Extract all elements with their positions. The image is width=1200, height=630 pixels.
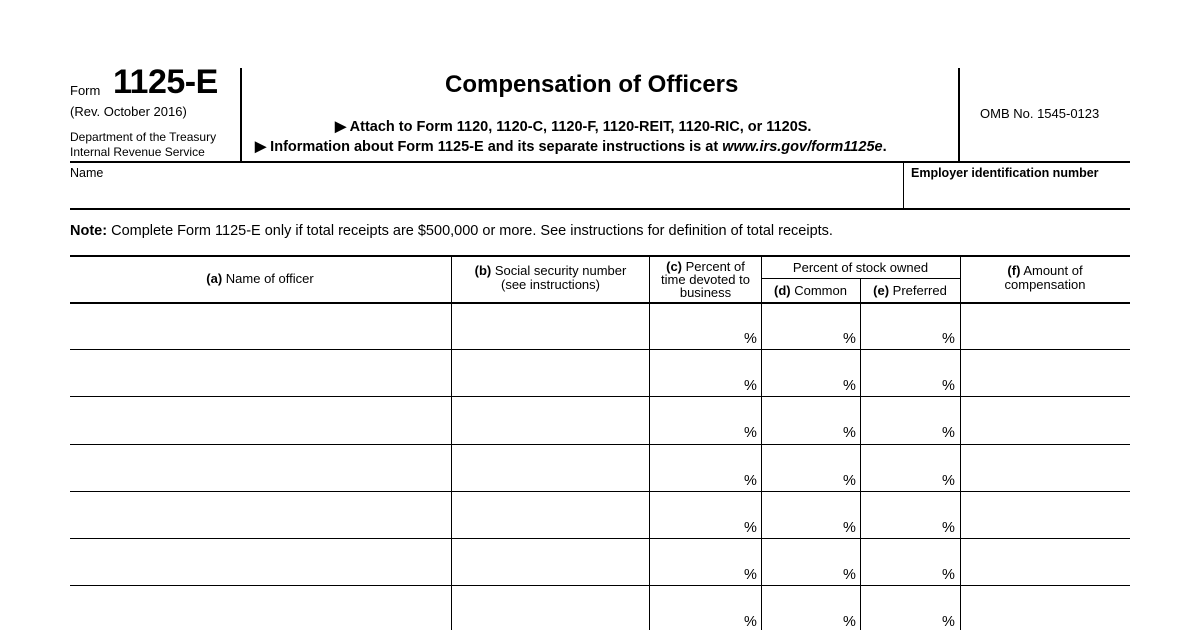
compensation-cell[interactable] [961,352,1130,395]
revision-date: (Rev. October 2016) [70,104,187,119]
officer-name-cell[interactable] [70,352,451,395]
header-left-divider [240,68,242,162]
form-number: 1125-E [113,63,218,101]
table-header-bottom-rule [70,302,1130,304]
row-rule [70,349,1130,350]
department-line-1: Department of the Treasury [70,130,217,144]
percent-sign: % [942,331,955,347]
percent-sign: % [942,472,955,489]
attach-instruction: ▶ Attach to Form 1120, 1120-C, 1120-F, 1120-REIT, 1120-RIC, or 1120S. [335,119,812,135]
column-header-b: (b) Social security number (see instructions) [474,263,627,292]
ssn-cell[interactable] [452,588,649,630]
row-rule [70,444,1130,445]
ssn-cell[interactable] [452,447,649,490]
info-prefix: ▶ Information about Form 1125-E and its separate instructions is at [255,139,723,155]
header-bottom-rule [70,161,1130,163]
officer-name-cell[interactable] [70,541,451,584]
percent-sign: % [843,519,856,536]
form-title: Compensation of Officers [445,71,739,98]
note-text [70,223,833,239]
name-field[interactable] [70,182,900,208]
percent-sign: % [843,331,856,347]
form-label: Form [70,83,101,98]
row-rule [70,396,1130,397]
officer-name-cell[interactable] [70,588,451,630]
info-suffix: . [882,139,887,155]
percent-sign: % [843,425,856,442]
irs-url-link[interactable]: www.irs.gov/form1125e [722,139,883,155]
note-body: Complete Form 1125-E only if total receipts are $500,000 or more. See instructions for definition of total receipts. [107,223,833,239]
compensation-cell[interactable] [961,541,1130,584]
percent-sign: % [942,425,955,442]
percent-sign: % [942,614,955,630]
officer-name-cell[interactable] [70,494,451,537]
percent-sign: % [744,378,757,395]
column-header-d: (d) Common [774,283,847,298]
percent-sign: % [744,567,757,583]
compensation-cell[interactable] [961,305,1130,348]
name-row-bottom-rule [70,208,1130,210]
ein-field[interactable] [906,182,1130,208]
percent-sign: % [942,378,955,395]
stock-owned-group-header: Percent of stock owned [792,260,929,275]
percent-sign: % [843,614,856,630]
percent-sign: % [942,567,955,583]
department-line-2: Internal Revenue Service [70,145,205,159]
table-top-rule [70,255,1130,257]
row-rule [70,538,1130,539]
ein-label: Employer identification number [911,166,1099,180]
percent-sign: % [744,519,757,536]
officer-name-cell[interactable] [70,447,451,490]
percent-sign: % [843,378,856,395]
percent-sign: % [744,425,757,442]
info-instruction [255,139,887,155]
percent-sign: % [843,567,856,583]
note-label: Note: [70,223,108,239]
row-rule [70,585,1130,586]
column-header-f: (f) Amount of compensation [1004,263,1086,292]
compensation-cell[interactable] [961,588,1130,630]
percent-sign: % [942,519,955,536]
row-rule [70,491,1130,492]
column-header-c: (c) Percent of time devoted to business [661,259,750,300]
compensation-cell[interactable] [961,399,1130,442]
officer-name-cell[interactable] [70,305,451,348]
compensation-cell[interactable] [961,447,1130,490]
ssn-cell[interactable] [452,399,649,442]
percent-sign: % [744,331,757,347]
omb-number: OMB No. 1545-0123 [980,106,1100,121]
compensation-cell[interactable] [961,494,1130,537]
officer-name-cell[interactable] [70,399,451,442]
column-header-e: (e) Preferred [873,283,947,298]
ssn-cell[interactable] [452,305,649,348]
name-label: Name [70,166,104,180]
ssn-cell[interactable] [452,352,649,395]
percent-sign: % [843,472,856,489]
percent-sign: % [744,614,757,630]
name-ein-divider [903,163,904,209]
percent-sign: % [744,472,757,489]
ssn-cell[interactable] [452,541,649,584]
ssn-cell[interactable] [452,494,649,537]
column-header-a: (a) Name of officer [206,271,314,286]
header-right-divider [958,68,960,162]
